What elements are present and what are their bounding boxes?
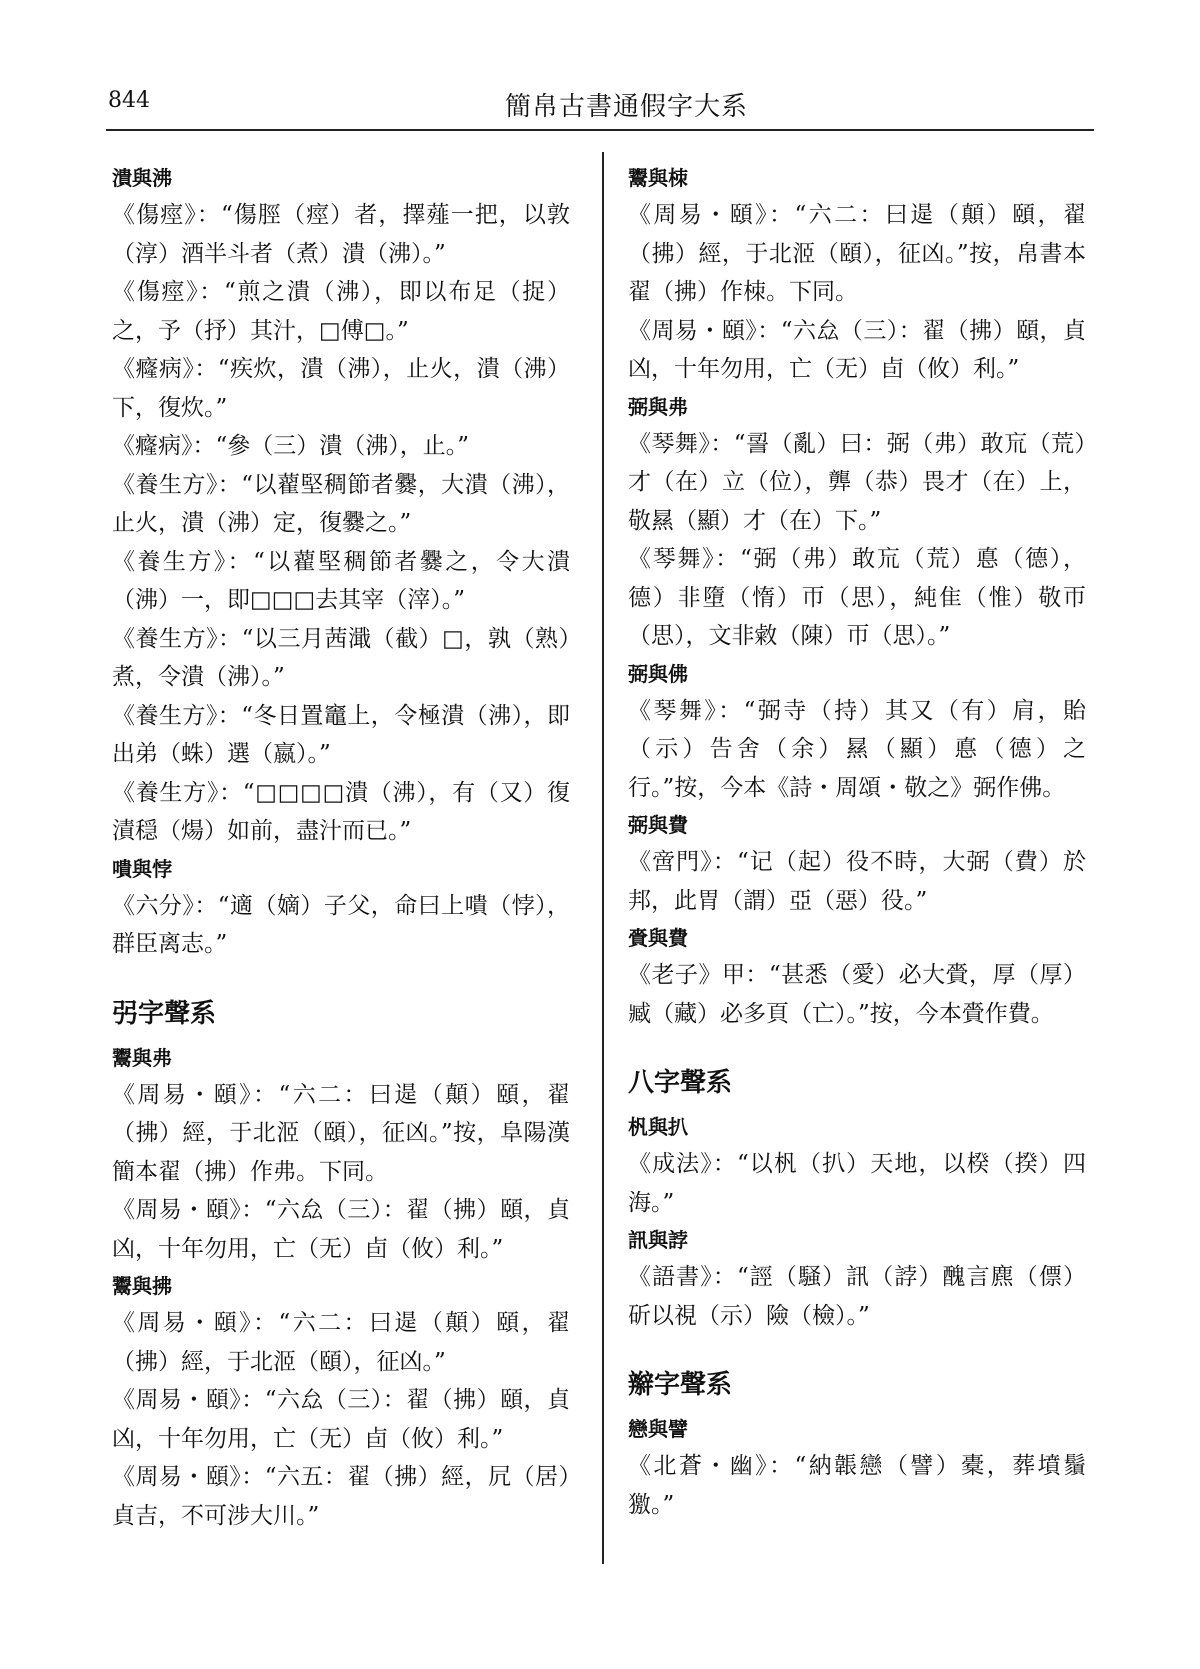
- citation-text: 《養生方》：“以藋堅稠節者爨之，令大潰（沸）一，即□□□去其宰（滓）。”: [112, 548, 570, 613]
- right-column: [628, 160, 1086, 1524]
- section-heading: 辮字聲系: [628, 1370, 733, 1400]
- citation-text: 《周易・頤》：“六二：曰遈（顛）頤，翟（拂）經，于北洍（頤），征凶。”按，帛書本翟（拂）作栜。下同。: [628, 202, 1086, 305]
- citation-text: 《琴舞》：“䛐（亂）曰：弼（弗）敢巟（荒）才（在）立（位），龏（恭）畏才（在）上，敬㬎（顯）才（在）下。”: [628, 430, 1086, 534]
- entry-heading: 戀與譬: [628, 1417, 688, 1441]
- entry-heading: 弼與費: [628, 813, 688, 837]
- citation-text: 《癃病》：“參（三）潰（沸），止。”: [112, 433, 470, 459]
- entry-heading: 訊與誖: [628, 1228, 688, 1252]
- left-column: [112, 160, 570, 1535]
- citation-text: 《周易・頤》：“六厽（三）：翟（拂）頤，貞凶，十年勿用，亡（无）卣（攸）利。”: [628, 317, 1086, 382]
- citation-text: 《養生方》：“以藋堅稠節者爨，大潰（沸），止火，潰（沸）定，復爨之。”: [112, 471, 570, 536]
- citation-text: 《琴舞》：“弼寺（持）其又（有）肩，貽（示）告舍（余）㬎（顯）悳（德）之行。”按，今本《詩・周頌・敬之》弼作佛。: [628, 697, 1086, 801]
- entry-heading: 鬻與弗: [112, 1045, 172, 1070]
- citation-text: 《啻門》：“记（起）役不時，大弼（費）於邦，此胃（謂）亞（惡）役。”: [628, 849, 1086, 914]
- citation-text: 《癃病》：“疾炊，潰（沸），止火，潰（沸）下，復炊。”: [112, 356, 570, 421]
- citation-text: 《傷痙》：“煎之潰（沸），即以布足（捉）之，予（抒）其汁，□傅□。”: [112, 279, 570, 344]
- citation-text: 《周易・頤》：“六五：翟（拂）經，凥（居）貞吉，不可涉大川。”: [112, 1464, 570, 1529]
- citation-text: 《養生方》：“冬日置竈上，令極潰（沸），即出弟（蛛）選（嬴）。”: [112, 702, 570, 767]
- entry-heading: 嘳與悖: [112, 856, 172, 881]
- header-rule: [106, 129, 1094, 131]
- section-heading: 八字聲系: [628, 1068, 733, 1098]
- citation-text: 《傷痙》：“傷脛（痙）者，擇薤一把，以敦（淳）酒半斗者（煮）潰（沸）。”: [112, 202, 570, 267]
- citation-text: 《養生方》：“□□□□潰（沸），有（又）復漬穏（煬）如前，盡汁而已。”: [112, 779, 570, 844]
- citation-text: 《北蒼・幽》：“納韔戀（譬）橐，葬墳鬚獥。”: [628, 1453, 1086, 1518]
- entry-heading: 潰與沸: [112, 166, 172, 190]
- entry-heading: 弼與佛: [628, 661, 688, 686]
- section-heading: 弜字聲系: [112, 998, 217, 1029]
- page-number: 844: [108, 88, 150, 113]
- entry-heading: 鬻與栜: [628, 166, 688, 190]
- entry-heading: 鬻與拂: [112, 1274, 172, 1298]
- citation-text: 《成法》：“以杋（扒）天地，以楑（揆）四海。”: [628, 1151, 1086, 1216]
- entry-heading: 賫與費: [628, 926, 688, 950]
- running-title: 簡帛古書通假字大系: [505, 92, 749, 122]
- citation-text: 《語書》：“誙（騒）訊（誖）醜言麃（僄）斫以視（示）險（檢）。”: [628, 1264, 1086, 1329]
- citation-text: 《周易・頤》：“六厽（三）：翟（拂）頤，貞凶，十年勿用，亡（无）卣（攸）利。”: [112, 1197, 570, 1262]
- citation-text: 《六分》：“適（嫡）子父，命曰上嘳（悖），群臣离志。”: [112, 892, 570, 957]
- citation-text: 《周易・頤》：“六二：曰遈（顛）頤，翟（拂）經，于北洍（頤），征凶。”按，阜陽漢簡本翟（拂）作弗。下同。: [112, 1081, 570, 1185]
- entry-heading: 杋與扒: [628, 1115, 688, 1139]
- citation-text: 《琴舞》：“弼（弗）敢巟（荒）悳（德），德）非墮（惰）帀（思），純隹（惟）敬帀（思），文非敹（陳）帀（思）。”: [628, 546, 1086, 649]
- entry-heading: 弼與弗: [628, 394, 688, 419]
- citation-text: 《老子》甲：“甚悉（愛）必大賫，厚（厚）臧（藏）必多頁（亡）。”按，今本賫作費。: [628, 962, 1086, 1027]
- citation-text: 《周易・頤》：“六厽（三）：翟（拂）頤，貞凶，十年勿用，亡（无）卣（攸）利。”: [112, 1387, 570, 1452]
- column-divider: [602, 152, 604, 1564]
- citation-text: 《周易・頤》：“六二：曰遈（顛）頤，翟（拂）經，于北洍（頤），征凶。”: [112, 1310, 570, 1375]
- citation-text: 《養生方》：“以三月茜濈（截）□，孰（熟）煮，令潰（沸）。”: [112, 625, 570, 690]
